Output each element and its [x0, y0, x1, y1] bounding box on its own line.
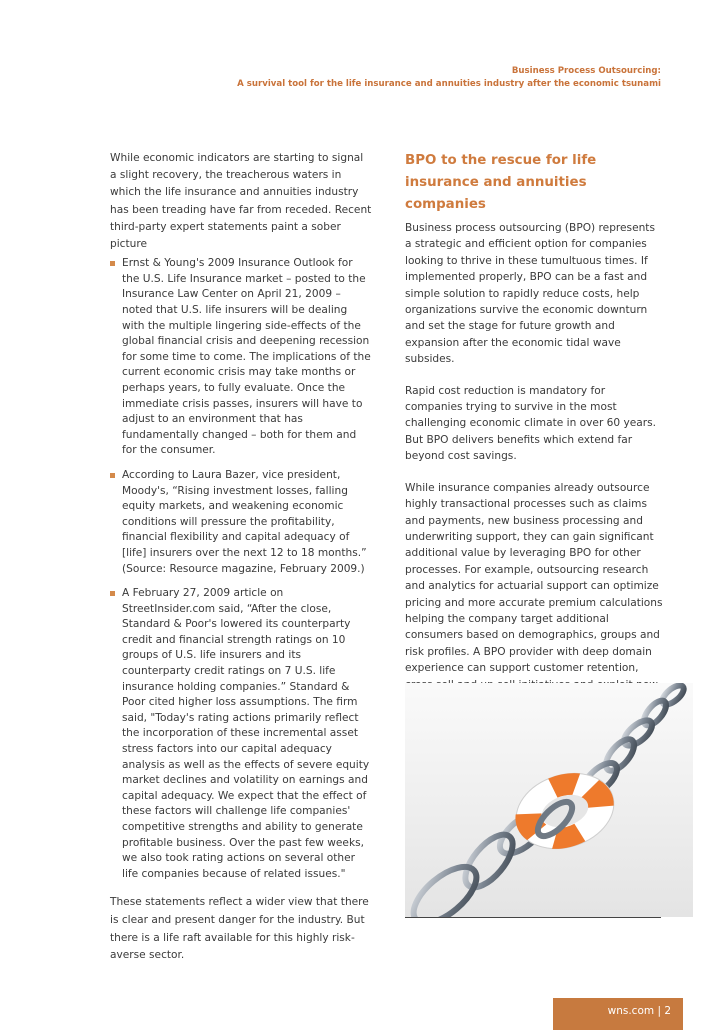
body-paragraph: While insurance companies already outsource highly transactional processes such as claims and payments, new business processing and underwriting support, they can gain significant additional value by leveraging BPO for other processes. For example, outsourcing research and analytics for actuarial support can optimize pricing and more accurate premium calculations helping the company target additional consumers based on demographics, groups and risk profiles. A BPO provider with deep domain experience can support customer retention, [405, 481, 663, 675]
intro-paragraph: While economic indicators are starting to signal a slight recovery, the treacherous waters in which the life insurance and annuities industry has been treading have far from receded. Recent third-party expert statements paint a sober picture [110, 152, 372, 251]
bullet-item [110, 468, 372, 577]
bullet-item [110, 256, 372, 459]
bullet-square-icon [110, 261, 115, 266]
image-underline [405, 917, 661, 918]
bullet-square-icon [110, 473, 115, 478]
bullet-square-icon [110, 591, 115, 596]
body-paragraph: Rapid cost reduction is mandatory for companies trying to survive in the most challenging economic climate in over 60 years. But BPO delivers benefits which extend far beyond cost savings. [405, 384, 657, 463]
right-column [405, 150, 663, 724]
chain-lifebuoy-image [405, 683, 693, 917]
bullet-list [110, 256, 372, 882]
bullet-text: A February 27, 2009 article on StreetInsider.com said, “After the close, Standard & Poor's lowered its counterparty credit and financial strength ratings on 10 groups of U.S. life insurers and its counterparty credit ratings on 7 U.S. life insurance holding companies.” Standard & Poor cited higher loss assumptions. The firm said, "Today's rating actions primarily reflect the incorporation of these incremental asset stress factors into our capital adequacy analysis as well as the effects of severe equity market declines and volatility on earnings and capital adequacy. We expect that the effect of these factors will challenge life companies' competitive strengths and ability to generate profitable business. Over the past few weeks, we also took rating actions on several other life companies because of related issues." [122, 587, 370, 880]
body-paragraph: Business process outsourcing (BPO) represents a strategic and efficient option for companies looking to thrive in these tumultuous times. If implemented properly, BPO can be a fast and simple solution to rapidly reduce costs, help organizations survive the economic downturn and set the stage for future growth and expansion after the economic tidal wave subsides. [405, 222, 655, 366]
footer-bar [553, 998, 683, 1030]
footer-page-label[interactable]: wns.com | 2 [607, 1005, 671, 1017]
bullet-item [110, 586, 372, 882]
header-subtitle: A survival tool for the life insurance and annuities industry after the economic tsunami [237, 79, 661, 89]
bullet-text: Ernst & Young's 2009 Insurance Outlook for the U.S. Life Insurance market – posted to the Insurance Law Center on April 21, 2009 – noted that U.S. life insurers will be dealing with the multiple lingering side-effects of the global financial crisis and deepening recession for some time to come. The implications of the current economic crisis may take months or perhaps years, to fully evaluate. Once the immediate crisis passes, insurers will have to adjust to an environment that has fundamentally changed – both for them and for the consumer. [122, 257, 371, 457]
section-heading: BPO to the rescue for life insurance and annuities companies [405, 153, 597, 212]
chain-lifebuoy-icon [405, 683, 693, 917]
header-title: Business Process Outsourcing: [511, 66, 661, 76]
left-column [110, 150, 372, 965]
bullet-text: According to Laura Bazer, vice president, Moody's, “Rising investment losses, falling equity markets, and weakening economic conditions will pressure the profitability, financial flexibility and capital adequacy of [life] insurers over the next 12 to 18 months.” (Source: Resource magazine, February 2009.) [122, 468, 367, 575]
closing-paragraph: These statements reflect a wider view that there is clear and present danger for the industry. But there is a life raft available for this highly risk-averse sector. [110, 896, 369, 962]
